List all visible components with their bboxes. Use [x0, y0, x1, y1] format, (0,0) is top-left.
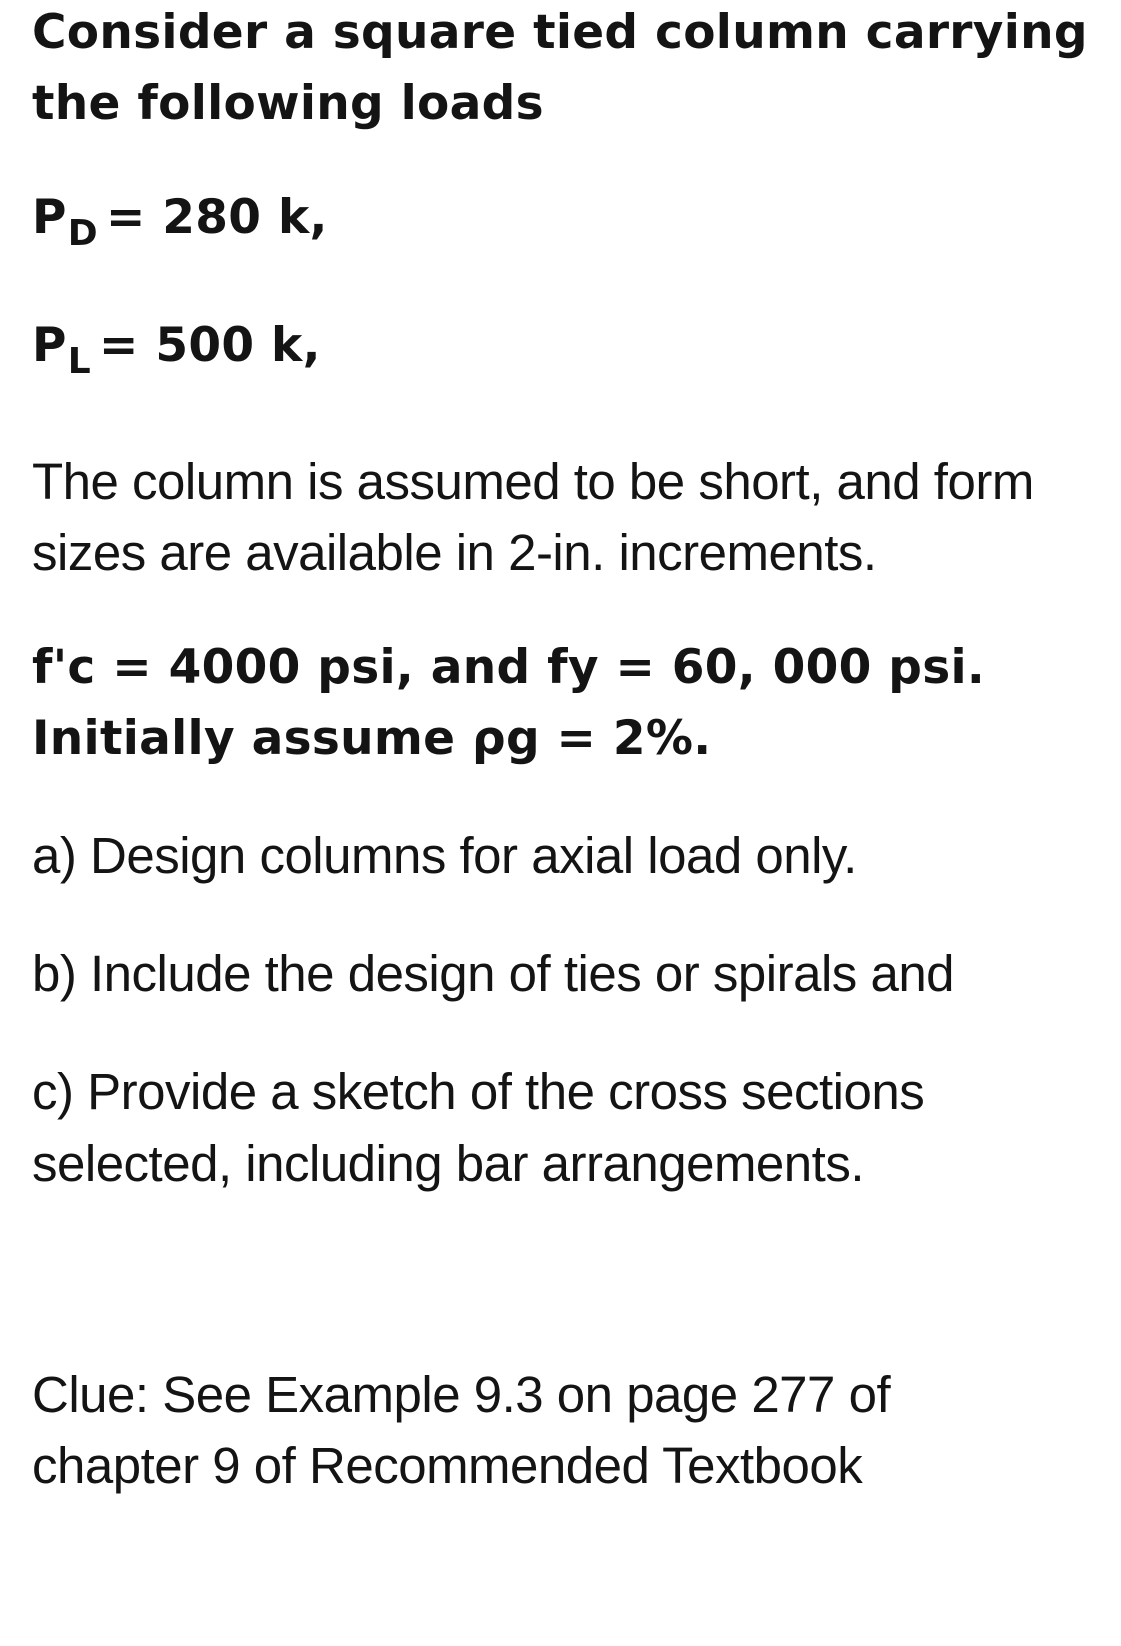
clue-line-1: Clue: See Example 9.3 on page 277 of — [32, 1366, 891, 1423]
dead-load — [32, 190, 328, 254]
dead-load-value: = 280 k, — [105, 190, 328, 245]
materials-line-1: f'c = 4000 psi, and fy = 60, 000 psi. — [32, 640, 986, 695]
intro-line-1: Consider a square tied column carrying — [32, 5, 1088, 60]
live-load — [32, 318, 321, 382]
live-load-symbol: P — [32, 318, 67, 373]
live-load-subscript: L — [67, 341, 91, 382]
part-a: a) Design columns for axial load only. — [32, 827, 857, 884]
part-c-line-2: selected, including bar arrangements. — [32, 1135, 864, 1192]
assumption-line-1: The column is assumed to be short, and form — [32, 453, 1034, 510]
materials-line-2: Initially assume ρg = 2%. — [32, 711, 712, 766]
assumption-line-2: sizes are available in 2-in. increments. — [32, 524, 877, 581]
live-load-value: = 500 k, — [99, 318, 321, 373]
intro-line-2: the following loads — [32, 76, 544, 131]
clue-line-2: chapter 9 of Recommended Textbook — [32, 1437, 863, 1494]
part-c-line-1: c) Provide a sketch of the cross sections — [32, 1063, 925, 1120]
part-b: b) Include the design of ties or spirals and — [32, 945, 955, 1002]
dead-load-symbol: P — [32, 190, 67, 245]
dead-load-subscript: D — [67, 213, 98, 254]
